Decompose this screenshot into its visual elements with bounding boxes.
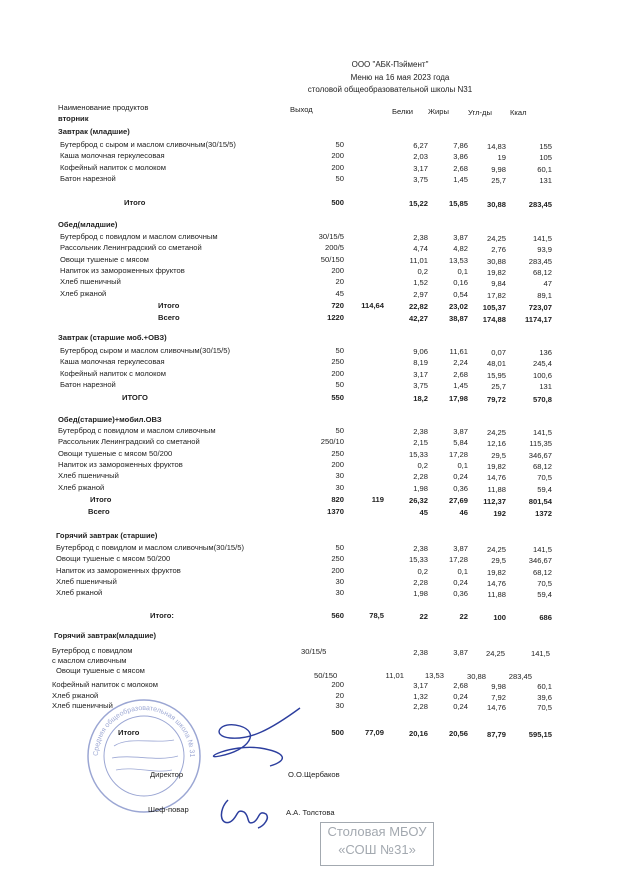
item-protein: 2,38 [413, 648, 428, 657]
item-output: 200 [331, 565, 344, 575]
stamp-line2: «СОШ №31» [338, 842, 416, 857]
item-fat: 0,54 [453, 289, 468, 299]
item-protein: 6,27 [413, 141, 428, 150]
item-protein: 9,06 [413, 347, 428, 356]
item-name: Батон нарезной [60, 379, 116, 389]
item-name: Батон нарезной [60, 173, 116, 183]
item-protein: 0,2 [417, 460, 428, 470]
item-kcal: 60,1 [537, 682, 552, 691]
item-name: Напиток из замороженных фруктов [58, 459, 183, 469]
item-output: 200 [331, 265, 344, 275]
total-carb: 174,88 [482, 315, 506, 324]
item-fat: 1,45 [453, 380, 468, 390]
total-price: 114,64 [361, 301, 384, 310]
director-name: О.О.Щербаков [288, 770, 340, 779]
item-kcal: 47 [543, 279, 552, 289]
item-protein: 1,52 [413, 278, 428, 288]
item-name: Рассольник Ленинградский со сметаной [60, 243, 202, 253]
item-carb: 2,76 [491, 245, 506, 255]
item-carb: 11,88 [487, 590, 506, 600]
total-kcal: 283,45 [528, 200, 552, 209]
item-fat: 3,87 [453, 648, 468, 657]
item-fat: 4,82 [453, 244, 468, 254]
item-output: 200/5 [324, 243, 344, 253]
total-output: 500 [331, 728, 344, 737]
item-output: 250 [331, 357, 344, 367]
item-kcal: 136 [539, 348, 552, 357]
total-fat: 15,85 [448, 199, 468, 208]
item-protein: 0,2 [417, 266, 428, 276]
item-carb: 19,82 [486, 461, 506, 471]
total-label: Итого [158, 301, 180, 310]
item-output: 50/150 [314, 671, 338, 680]
item-carb: 24,25 [486, 428, 506, 437]
item-protein: 2,38 [413, 544, 428, 553]
menu-date: Меню на 16 мая 2023 года [350, 73, 450, 82]
total-fat: 38,87 [448, 314, 468, 323]
item-carb: 24,25 [486, 234, 506, 243]
item-carb: 7,92 [491, 692, 506, 702]
item-kcal: 245,4 [532, 359, 552, 369]
item-protein: 2,38 [413, 233, 428, 242]
item-name: Кофейный напиток с молоком [60, 368, 166, 378]
chef-name: А.А. Толстова [286, 808, 335, 817]
item-kcal: 131 [539, 175, 552, 185]
item-carb: 24,25 [486, 545, 506, 554]
item-protein: 1,32 [413, 691, 428, 701]
total-label: Всего [158, 313, 180, 322]
item-fat: 0,24 [453, 691, 468, 701]
item-kcal: 346,67 [528, 556, 552, 566]
item-kcal: 70,5 [537, 473, 552, 483]
total-kcal: 801,54 [528, 497, 552, 506]
item-carb: 12,16 [486, 439, 506, 449]
item-fat: 0,1 [457, 460, 468, 470]
item-fat: 13,53 [424, 671, 444, 680]
item-carb: 29,5 [491, 556, 506, 566]
item-name: Хлеб ржаной [52, 690, 99, 700]
svg-text:Средняя общеобразовательная шк: Средняя общеобразовательная школа № 31 [92, 704, 196, 758]
col-kcal: Ккал [510, 108, 527, 117]
item-fat: 0,24 [453, 472, 468, 482]
total-kcal: 1372 [535, 509, 552, 518]
item-carb: 9,98 [491, 682, 506, 691]
item-output: 250 [331, 448, 344, 458]
item-name: Кофейный напиток с молоком [52, 680, 158, 689]
total-output: 560 [331, 611, 344, 620]
section-title: Обед(старшие)+мобил.ОВЗ [58, 415, 162, 424]
total-carb: 100 [493, 613, 506, 622]
total-output: 1220 [327, 313, 344, 322]
item-output: 50 [335, 346, 344, 355]
item-protein: 2,38 [413, 427, 428, 436]
item-output: 200 [331, 459, 344, 469]
day-of-week: вторник [58, 114, 89, 123]
stamp-line1: Столовая МБОУ [327, 824, 427, 839]
total-protein: 22 [419, 612, 428, 621]
item-name: Овощи тушеные с мясом 50/200 [58, 448, 173, 458]
item-output: 30/15/5 [318, 232, 344, 241]
total-fat: 20,56 [448, 729, 468, 738]
item-protein: 2,97 [413, 289, 428, 299]
item-kcal: 155 [539, 142, 552, 151]
item-name: Кофейный напиток с молоком [60, 162, 166, 172]
item-fat: 17,28 [448, 449, 468, 459]
item-carb: 24,25 [485, 649, 505, 658]
item-name: Хлеб пшеничный [52, 701, 113, 710]
item-fat: 3,87 [453, 544, 468, 553]
item-protein: 1,98 [413, 483, 428, 493]
item-output: 30/15/5 [301, 647, 327, 656]
item-name: Овощи тушеные с мясом 50/200 [56, 554, 171, 564]
total-price: 78,5 [369, 611, 384, 620]
item-protein: 11,01 [385, 671, 404, 680]
item-kcal: 141,5 [532, 428, 552, 437]
total-protein: 15,22 [408, 199, 428, 208]
total-output: 1370 [327, 507, 344, 516]
total-fat: 27,69 [448, 496, 468, 505]
item-name: Хлеб ржаной [58, 482, 105, 492]
item-carb: 25,7 [491, 381, 506, 391]
total-label: Итого [118, 728, 140, 737]
total-protein: 20,16 [408, 729, 428, 738]
item-protein: 2,28 [413, 472, 428, 482]
item-protein: 2,15 [413, 438, 428, 448]
total-label: Итого: [150, 611, 174, 620]
item-output: 20 [335, 690, 344, 700]
total-protein: 26,32 [408, 496, 428, 505]
total-label: Итого [124, 198, 146, 207]
item-name: Хлеб ржаной [56, 588, 103, 598]
item-name: Бутерброд сыром и маслом сливочным(30/15/5) [60, 346, 231, 355]
item-fat: 2,68 [453, 681, 468, 690]
total-output: 820 [331, 495, 344, 504]
item-fat: 5,84 [453, 438, 468, 448]
item-fat: 0,36 [453, 589, 468, 599]
item-output: 50 [335, 140, 344, 149]
item-carb: 15,95 [486, 370, 506, 380]
item-output: 200 [331, 151, 344, 161]
item-protein: 2,03 [413, 152, 428, 162]
item-output: 200 [331, 162, 344, 172]
col-output: Выход [290, 105, 313, 114]
item-name: Хлеб ржаной [60, 288, 107, 298]
director-signature [190, 700, 330, 770]
item-carb: 11,88 [487, 484, 506, 494]
item-protein: 15,33 [408, 449, 428, 459]
item-name: Напиток из замороженных фруктов [60, 265, 185, 275]
item-kcal: 68,12 [532, 267, 552, 277]
item-kcal: 93,9 [537, 245, 552, 255]
item-output: 30 [335, 588, 344, 598]
item-name: Бутерброд с повидлом [52, 646, 133, 655]
chef-signature [214, 792, 274, 832]
item-protein: 4,74 [413, 244, 428, 254]
item-output: 250 [331, 554, 344, 564]
item-fat: 2,24 [453, 358, 468, 368]
item-output: 50 [335, 543, 344, 552]
item-output: 200 [331, 368, 344, 378]
item-name: Овощи тушеные с мясом [56, 666, 145, 675]
section-title: Завтрак (младшие) [58, 127, 130, 136]
item-protein: 3,17 [413, 369, 428, 379]
item-kcal: 100,6 [532, 370, 552, 380]
item-name: Каша молочная геркулесовая [60, 151, 165, 161]
item-kcal: 59,4 [537, 590, 552, 600]
item-name: Каша молочная геркулесовая [60, 357, 165, 367]
total-protein: 42,27 [408, 314, 428, 323]
item-kcal: 68,12 [532, 461, 552, 471]
item-kcal: 70,5 [537, 703, 552, 712]
item-fat: 13,53 [448, 255, 468, 265]
item-kcal: 141,5 [532, 234, 552, 243]
item-name: Хлеб пшеничный [60, 277, 121, 287]
item-fat: 0,36 [453, 483, 468, 493]
item-output: 30 [335, 471, 344, 481]
item-name: Рассольник Ленинградский со сметаной [58, 437, 200, 447]
total-kcal: 686 [539, 613, 552, 622]
school-name: столовой общеобразовательной школы N31 [307, 85, 473, 94]
item-carb: 14,76 [486, 473, 506, 483]
total-carb: 87,79 [486, 730, 506, 739]
item-kcal: 141,5 [532, 545, 552, 554]
item-fat: 7,86 [453, 141, 468, 150]
item-fat: 0,1 [457, 266, 468, 276]
item-protein: 2,28 [413, 577, 428, 587]
item-fat: 2,68 [453, 163, 468, 173]
item-fat: 11,61 [449, 347, 468, 356]
item-kcal: 89,1 [537, 290, 552, 300]
section-title: Горячий завтрак(младшие) [54, 631, 156, 640]
org-name: ООО "АБК-Пэймент" [351, 60, 429, 69]
item-carb: 25,7 [491, 175, 506, 185]
item-carb: 9,98 [491, 164, 506, 174]
item-protein: 1,98 [413, 589, 428, 599]
item-protein: 8,19 [413, 358, 428, 368]
item-kcal: 283,45 [528, 256, 552, 266]
item-output: 250/10 [320, 437, 344, 447]
item-carb: 48,01 [486, 359, 506, 369]
item-kcal: 68,12 [532, 567, 552, 577]
total-fat: 46 [459, 508, 468, 517]
item-name: Бутерброд с повидлом и маслом сливочным(30/15/5) [56, 543, 245, 552]
item-kcal: 283,45 [508, 672, 532, 681]
item-name: Бутерброд с сыром и маслом сливочным(30/15/5) [60, 140, 236, 149]
item-carb: 29,5 [491, 450, 506, 460]
total-fat: 22 [459, 612, 468, 621]
item-kcal: 39,6 [537, 692, 552, 702]
item-protein: 11,01 [409, 255, 428, 265]
item-output: 50 [335, 173, 344, 183]
total-carb: 79,72 [486, 395, 506, 404]
total-protein: 22,82 [408, 302, 428, 311]
item-fat: 0,16 [453, 278, 468, 288]
item-protein: 15,33 [408, 555, 428, 565]
section-title: Завтрак (старшие моб.+ОВЗ) [58, 333, 167, 342]
item-carb: 14,76 [486, 578, 506, 588]
item-fat: 0,1 [457, 566, 468, 576]
item-kcal: 115,35 [529, 439, 552, 449]
item-fat: 0,24 [453, 577, 468, 587]
section-title: Обед(младшие) [58, 220, 118, 229]
item-protein: 0,2 [417, 566, 428, 576]
item-kcal: 60,1 [537, 164, 552, 174]
item-name: Бутерброд с повидлом и маслом сливочным [58, 426, 216, 435]
col-protein: Белки [392, 107, 413, 116]
item-carb: 17,82 [486, 290, 506, 300]
col-name: Наименование продуктов [58, 103, 149, 112]
total-label: Всего [88, 507, 110, 516]
item-kcal: 131 [539, 381, 552, 391]
item-output: 50 [335, 426, 344, 435]
item-protein: 3,17 [413, 163, 428, 173]
item-protein: 3,17 [413, 681, 428, 690]
item-name: Напиток из замороженных фруктов [56, 565, 181, 575]
total-label: Итого [90, 495, 112, 504]
total-kcal: 570,8 [532, 395, 552, 404]
item-carb: 19 [497, 153, 506, 163]
item-kcal: 59,4 [537, 484, 552, 494]
item-output: 30 [335, 482, 344, 492]
item-fat: 3,86 [453, 152, 468, 162]
total-fat: 17,98 [448, 394, 468, 403]
round-stamp [84, 696, 204, 816]
item-output: 45 [335, 288, 344, 298]
item-carb: 30,88 [466, 672, 486, 681]
item-fat: 2,68 [453, 369, 468, 379]
item-output: 50 [335, 379, 344, 389]
item-carb: 14,76 [486, 703, 506, 712]
total-price: 119 [371, 495, 384, 504]
item-carb: 0,07 [491, 348, 506, 357]
item-name: Хлеб пшеничный [58, 471, 119, 481]
item-name: Бутерброд с повидлом и маслом сливочным [60, 232, 218, 241]
item-carb: 19,82 [486, 567, 506, 577]
total-kcal: 595,15 [528, 730, 552, 739]
total-output: 500 [331, 198, 344, 207]
section-title: Горячий завтрак (старшие) [56, 531, 158, 540]
total-output: 550 [331, 393, 344, 402]
item-carb: 9,84 [491, 279, 506, 289]
total-protein: 18,2 [413, 394, 428, 403]
item-protein: 3,75 [413, 380, 428, 390]
item-carb: 14,83 [486, 142, 506, 151]
item-protein: 3,75 [413, 174, 428, 184]
item-protein: 2,28 [413, 702, 428, 711]
total-carb: 105,37 [482, 303, 506, 312]
item-name: Хлеб пшеничный [56, 576, 117, 586]
total-carb: 112,37 [483, 497, 506, 506]
item-kcal: 141,5 [530, 649, 550, 658]
item-kcal: 105 [539, 153, 552, 163]
item-name: Овощи тушеные с мясом [60, 254, 149, 264]
item-kcal: 346,67 [528, 450, 552, 460]
item-output: 30 [335, 576, 344, 586]
col-carb: Угл-ды [468, 108, 492, 117]
item-fat: 3,87 [453, 427, 468, 436]
item-output: 30 [335, 701, 344, 710]
col-fat: Жиры [428, 107, 449, 116]
item-fat: 0,24 [453, 702, 468, 711]
item-kcal: 70,5 [537, 578, 552, 588]
item-carb: 19,82 [486, 267, 506, 277]
chef-label: Шеф-повар [148, 805, 189, 814]
total-label: ИТОГО [122, 393, 148, 402]
total-kcal: 723,07 [528, 303, 552, 312]
total-output: 720 [331, 301, 344, 310]
total-fat: 23,02 [448, 302, 468, 311]
item-name: с маслом сливочным [52, 656, 127, 665]
item-output: 20 [335, 277, 344, 287]
item-fat: 1,45 [453, 174, 468, 184]
total-price: 77,09 [364, 728, 384, 737]
item-fat: 17,28 [448, 555, 468, 565]
item-output: 200 [331, 680, 344, 689]
item-fat: 3,87 [453, 233, 468, 242]
director-label: Директор [150, 770, 184, 779]
total-protein: 45 [419, 508, 428, 517]
total-carb: 30,88 [486, 200, 506, 209]
total-kcal: 1174,17 [524, 315, 552, 324]
item-carb: 30,88 [486, 256, 506, 266]
item-output: 50/150 [320, 254, 344, 264]
total-carb: 192 [493, 509, 506, 518]
canteen-stamp [320, 822, 434, 866]
